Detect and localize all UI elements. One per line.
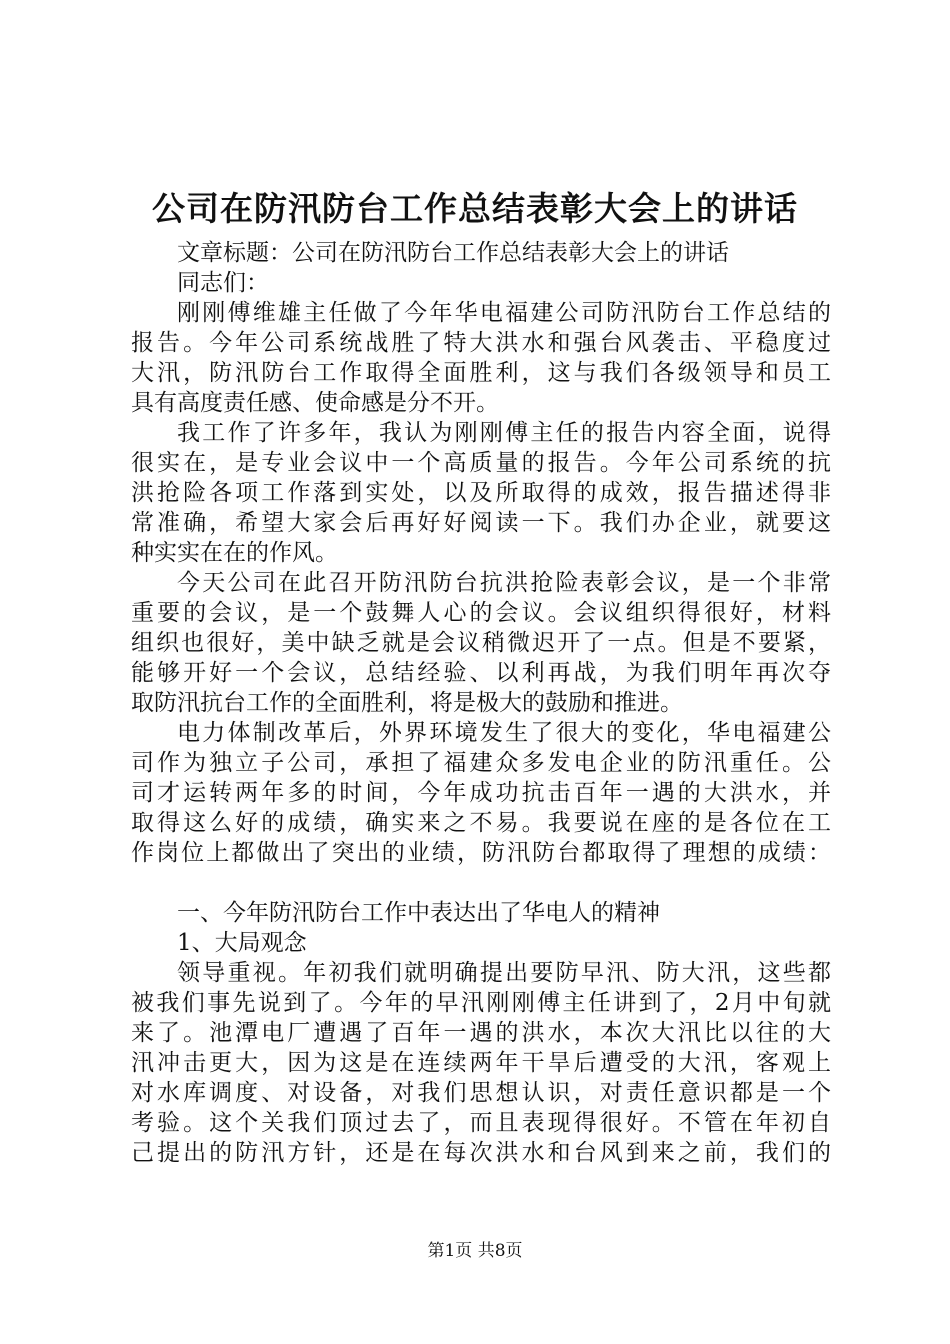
text-line: 大汛，防汛防台工作取得全面胜利，这与我们各级领导和员工 <box>131 360 831 386</box>
text-line: 一、今年防汛防台工作中表达出了华电人的精神 <box>177 900 660 926</box>
text-line: 能够开好一个会议，总结经验、以利再战，为我们明年再次夺 <box>131 660 831 686</box>
text-line: 报告。今年公司系统战胜了特大洪水和强台风袭击、平稳度过 <box>131 330 831 356</box>
text-line: 司才运转两年多的时间，今年成功抗击百年一遇的大洪水，并 <box>131 780 831 806</box>
text-line: 具有高度责任感、使命感是分不开。 <box>131 390 499 416</box>
page-footer: 第1页 共8页 <box>427 1241 523 1261</box>
text-line: 常准确，希望大家会后再好好阅读一下。我们办企业，就要这 <box>131 510 831 536</box>
text-line: 被我们事先说到了。今年的早汛刚刚傅主任讲到了，2月中旬就 <box>131 990 831 1016</box>
text-line: 电力体制改革后，外界环境发生了很大的变化，华电福建公 <box>177 720 831 746</box>
text-line: 我工作了许多年，我认为刚刚傅主任的报告内容全面，说得 <box>177 420 831 446</box>
text-line: 刚刚傅维雄主任做了今年华电福建公司防汛防台工作总结的 <box>177 300 831 326</box>
text-line: 取得这么好的成绩，确实来之不易。我要说在座的是各位在工 <box>131 810 831 836</box>
text-line: 同志们： <box>177 270 269 296</box>
text-line: 来了。池潭电厂遭遇了百年一遇的洪水，本次大汛比以往的大 <box>131 1020 831 1046</box>
text-line: 今天公司在此召开防汛防台抗洪抢险表彰会议，是一个非常 <box>177 570 831 596</box>
text-line: 考验。这个关我们顶过去了，而且表现得很好。不管在年初自 <box>131 1110 831 1136</box>
text-line: 文章标题：公司在防汛防台工作总结表彰大会上的讲话 <box>177 240 729 266</box>
text-line: 领导重视。年初我们就明确提出要防早汛、防大汛，这些都 <box>177 960 831 986</box>
text-line: 司作为独立子公司，承担了福建众多发电企业的防汛重任。公 <box>131 750 831 776</box>
document-body <box>131 238 831 1168</box>
text-line: 对水库调度、对设备，对我们思想认识，对责任意识都是一个 <box>131 1080 831 1106</box>
text-line: 种实实在在的作风。 <box>131 540 338 566</box>
text-line: 取防汛抗台工作的全面胜利，将是极大的鼓励和推进。 <box>131 690 683 716</box>
text-line: 1、大局观念 <box>177 930 307 956</box>
text-line: 洪抢险各项工作落到实处，以及所取得的成效，报告描述得非 <box>131 480 831 506</box>
text-line: 重要的会议，是一个鼓舞人心的会议。会议组织得很好，材料 <box>131 600 831 626</box>
text-line: 组织也很好，美中缺乏就是会议稍微迟开了一点。但是不要紧， <box>131 630 831 656</box>
blank-line <box>131 868 831 898</box>
text-line: 己提出的防汛方针，还是在每次洪水和台风到来之前，我们的 <box>131 1140 831 1166</box>
text-line: 汛冲击更大，因为这是在连续两年干旱后遭受的大汛，客观上 <box>131 1050 831 1076</box>
text-line: 作岗位上都做出了突出的业绩，防汛防台都取得了理想的成绩： <box>131 840 831 866</box>
text-line: 很实在，是专业会议中一个高质量的报告。今年公司系统的抗 <box>131 450 831 476</box>
document-title: 公司在防汛防台工作总结表彰大会上的讲话 <box>152 189 798 228</box>
